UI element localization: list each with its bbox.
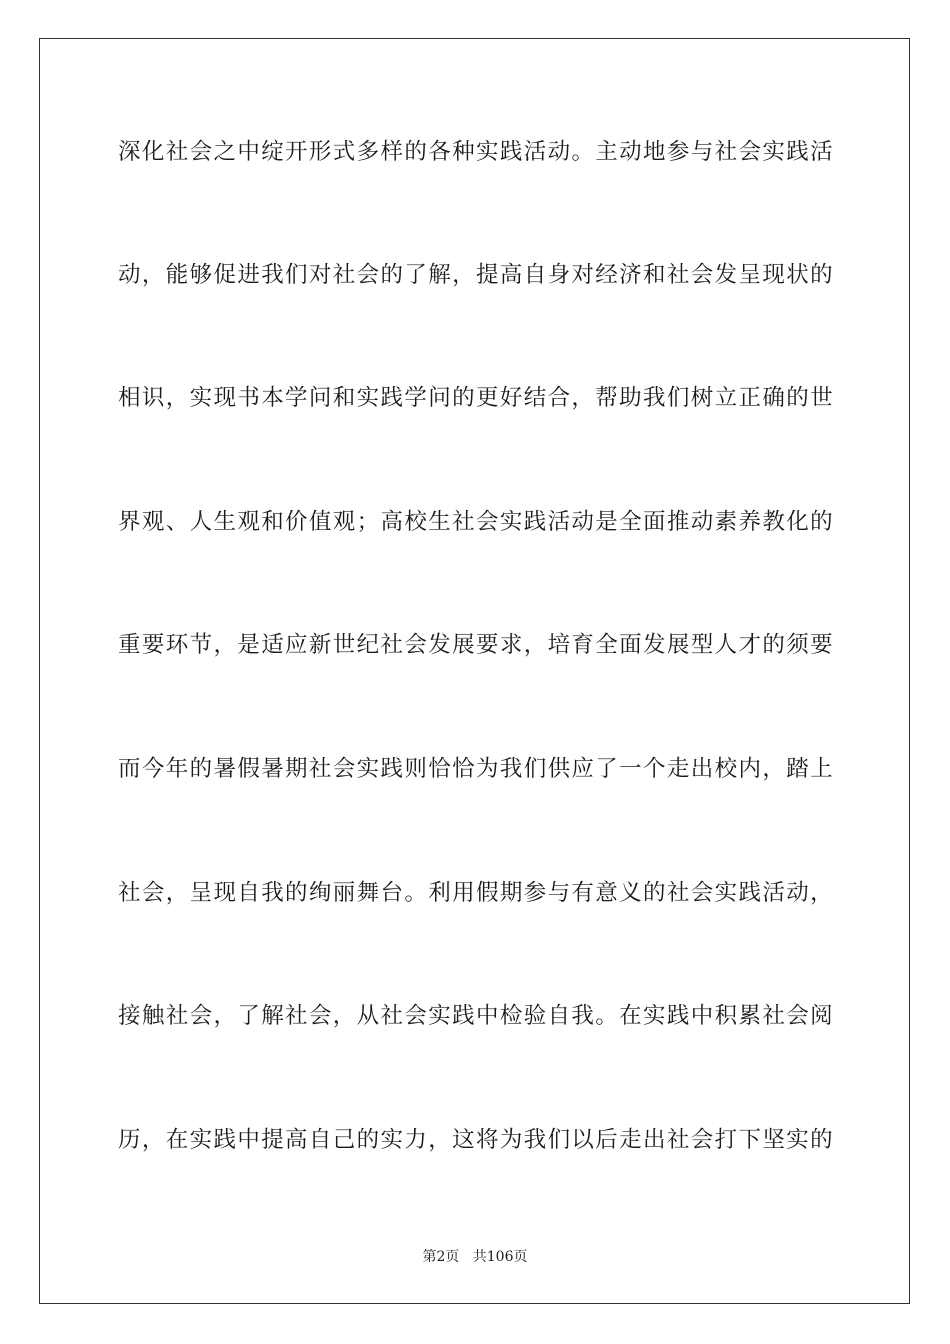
text-line: 界观、人生观和价值观；高校生社会实践活动是全面推动素养教化的 — [118, 509, 833, 535]
page-border — [39, 38, 910, 1304]
text-line: 接触社会，了解社会，从社会实践中检验自我。在实践中积累社会阅 — [118, 1003, 833, 1029]
text-line: 深化社会之中绽开形式多样的各种实践活动。主动地参与社会实践活 — [118, 139, 833, 165]
page-number-footer: 第2页 共106页 — [422, 1249, 528, 1265]
text-line: 动，能够促进我们对社会的了解，提高自身对经济和社会发呈现状的 — [118, 262, 833, 288]
text-line: 而今年的暑假暑期社会实践则恰恰为我们供应了一个走出校内，踏上 — [118, 756, 833, 782]
text-line: 历，在实践中提高自己的实力，这将为我们以后走出社会打下坚实的 — [118, 1127, 833, 1153]
text-line: 重要环节，是适应新世纪社会发展要求，培育全面发展型人才的须要 — [118, 632, 833, 658]
text-line: 社会，呈现自我的绚丽舞台。利用假期参与有意义的社会实践活动， — [118, 880, 833, 906]
text-line: 相识，实现书本学问和实践学问的更好结合，帮助我们树立正确的世 — [118, 385, 833, 411]
